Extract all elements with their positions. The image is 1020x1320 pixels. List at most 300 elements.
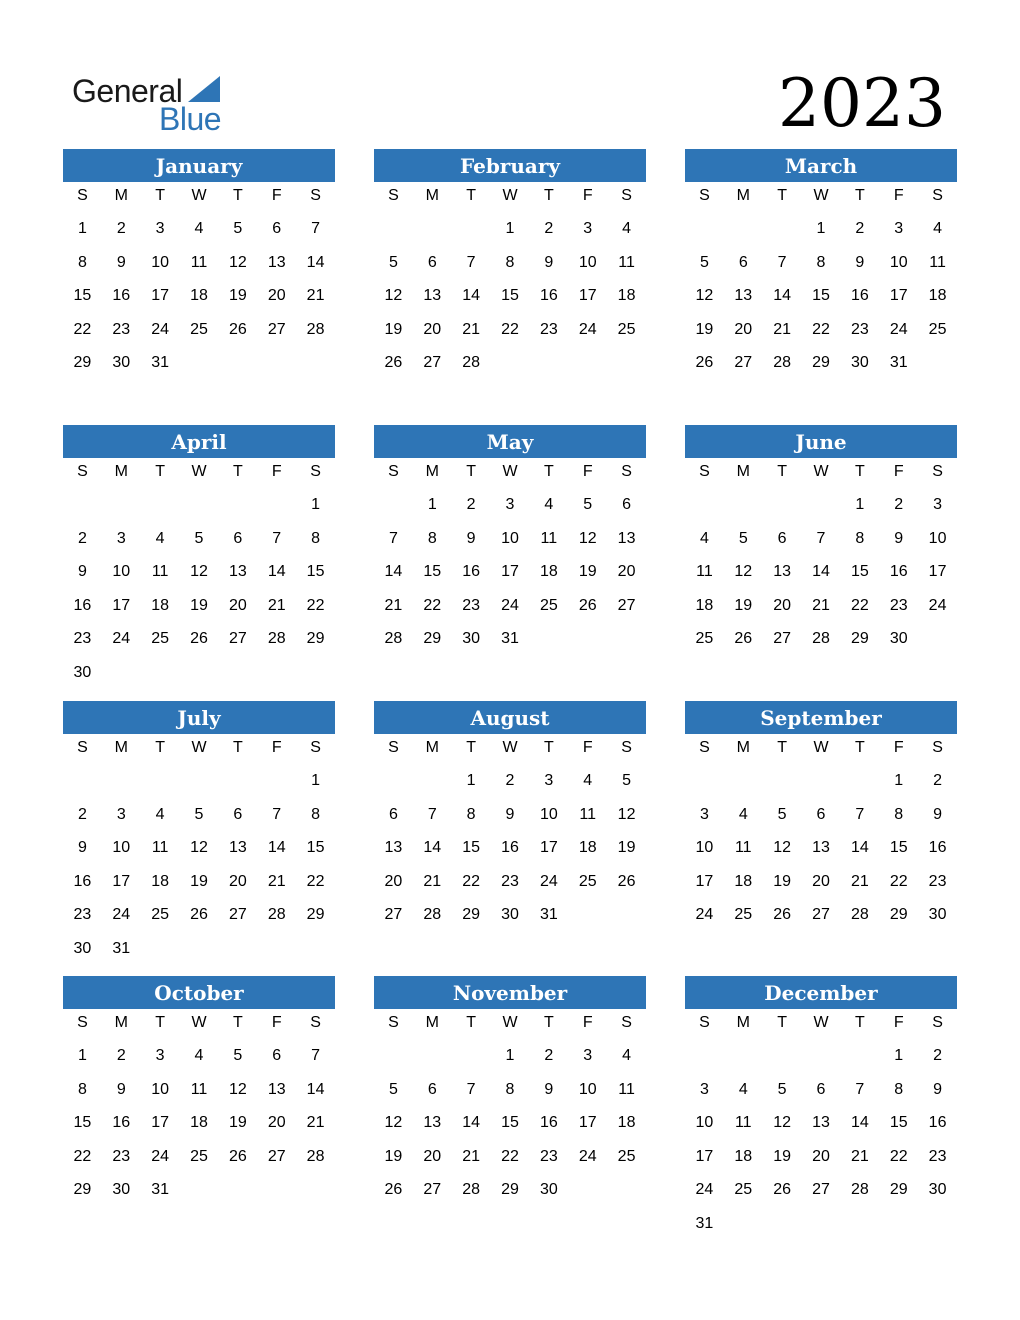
weekday-header: S [932, 187, 943, 204]
day-cell: 14 [306, 1080, 325, 1098]
day-cell: 26 [384, 354, 403, 372]
day-cell: 29 [889, 906, 908, 924]
weekday-header: T [777, 739, 788, 756]
empty-day-cell [685, 764, 724, 798]
day-cell: 25 [539, 596, 558, 614]
month-july [63, 701, 335, 966]
month-title: February [374, 149, 646, 182]
day-cell: 17 [539, 839, 558, 857]
weekday-header: S [621, 187, 632, 204]
day-cell: 9 [933, 805, 943, 823]
empty-day-cell [374, 1039, 413, 1073]
day-cell: 29 [306, 906, 325, 924]
day-cell: 24 [578, 320, 597, 338]
empty-day-cell [724, 764, 763, 798]
empty-day-cell [724, 1039, 763, 1073]
empty-day-cell [763, 764, 802, 798]
day-cell: 25 [734, 1181, 753, 1199]
weekday-header: M [425, 1014, 439, 1031]
day-cell: 3 [544, 772, 554, 789]
day-cell: 21 [850, 872, 869, 890]
day-cell: 7 [427, 805, 437, 823]
day-cell: 25 [617, 320, 636, 338]
weekday-header: T [777, 187, 788, 204]
day-cell: 9 [544, 1080, 554, 1098]
day-cell: 19 [384, 1147, 403, 1165]
day-cell: 28 [267, 906, 286, 924]
day-cell: 2 [77, 529, 87, 547]
day-cell: 8 [505, 253, 515, 271]
day-cell: 18 [539, 563, 558, 581]
month-october [63, 976, 335, 1207]
month-grid [63, 1009, 335, 1207]
day-cell: 3 [699, 805, 709, 823]
weekday-header: T [777, 463, 788, 480]
day-cell: 1 [505, 1047, 515, 1064]
day-cell: 2 [505, 772, 515, 789]
weekday-header: M [114, 463, 128, 480]
day-cell: 11 [929, 253, 946, 271]
day-cell: 11 [618, 1080, 635, 1098]
logo-text-general: General [72, 73, 183, 109]
day-cell: 14 [462, 1114, 481, 1132]
day-cell: 22 [501, 1147, 519, 1165]
weekday-header: S [77, 187, 88, 204]
weekday-header: F [271, 187, 282, 204]
day-cell: 11 [151, 563, 169, 581]
weekday-header: S [699, 187, 710, 204]
month-january [63, 149, 335, 380]
day-cell: 12 [384, 1114, 403, 1132]
weekday-header: S [621, 463, 632, 480]
day-cell: 9 [894, 529, 904, 547]
weekday-header: W [813, 463, 829, 480]
weekday-header: T [854, 463, 865, 480]
empty-day-cell [141, 764, 180, 798]
day-cell: 1 [855, 496, 865, 513]
month-grid [63, 182, 335, 380]
month-august [374, 701, 646, 932]
day-cell: 7 [272, 805, 282, 823]
empty-day-cell [413, 1039, 452, 1073]
day-cell: 1 [311, 772, 321, 789]
day-cell: 15 [73, 1114, 92, 1132]
day-cell: 28 [306, 1147, 325, 1165]
day-cell: 14 [267, 839, 286, 857]
day-cell: 30 [889, 630, 908, 648]
weekday-header: T [232, 739, 243, 756]
day-cell: 3 [155, 1047, 165, 1064]
day-cell: 30 [112, 1181, 131, 1199]
weekday-header: S [932, 739, 943, 756]
day-cell: 2 [933, 772, 943, 789]
day-cell: 12 [228, 1080, 247, 1098]
day-cell: 27 [617, 596, 636, 614]
empty-day-cell [763, 1039, 802, 1073]
day-cell: 8 [466, 805, 476, 823]
day-cell: 19 [773, 872, 792, 890]
day-cell: 27 [423, 354, 442, 372]
day-cell: 1 [894, 1047, 904, 1064]
day-cell: 3 [894, 220, 904, 237]
day-cell: 23 [539, 1147, 558, 1165]
day-cell: 15 [850, 563, 869, 581]
day-cell: 10 [112, 563, 131, 581]
day-cell: 4 [933, 220, 943, 237]
empty-day-cell [374, 212, 413, 246]
day-cell: 8 [77, 253, 87, 271]
empty-day-cell [180, 764, 219, 798]
weekday-header: W [813, 1014, 829, 1031]
empty-day-cell [413, 212, 452, 246]
day-cell: 18 [928, 287, 947, 305]
day-cell: 16 [73, 872, 92, 890]
day-cell: 28 [306, 320, 325, 338]
month-grid [685, 1009, 957, 1241]
day-cell: 14 [850, 1114, 869, 1132]
weekday-header: T [777, 1014, 788, 1031]
empty-day-cell [180, 488, 219, 522]
day-cell: 13 [812, 1114, 830, 1132]
day-cell: 9 [855, 253, 865, 271]
day-cell: 24 [151, 1147, 170, 1165]
day-cell: 18 [617, 287, 636, 305]
day-cell: 11 [190, 253, 208, 271]
day-cell: 24 [695, 1181, 714, 1199]
month-title: October [63, 976, 335, 1009]
day-cell: 12 [190, 839, 208, 857]
day-cell: 27 [384, 906, 403, 924]
day-cell: 7 [466, 1080, 476, 1098]
day-cell: 8 [77, 1080, 87, 1098]
empty-day-cell [218, 488, 257, 522]
weekday-header: F [582, 1014, 593, 1031]
month-march [685, 149, 957, 380]
day-cell: 24 [889, 320, 908, 338]
day-cell: 30 [73, 939, 92, 957]
day-cell: 19 [190, 596, 208, 614]
day-cell: 9 [505, 805, 515, 823]
month-grid [374, 734, 646, 932]
weekday-header: T [466, 463, 477, 480]
weekday-header: S [388, 739, 399, 756]
weekday-header: F [893, 739, 904, 756]
weekday-header: W [191, 187, 207, 204]
day-cell: 16 [112, 287, 131, 305]
day-cell: 6 [427, 1080, 437, 1098]
day-cell: 2 [894, 496, 904, 513]
day-cell: 16 [928, 1114, 947, 1132]
day-cell: 9 [544, 253, 554, 271]
day-cell: 7 [388, 529, 398, 547]
day-cell: 19 [190, 872, 208, 890]
day-cell: 1 [311, 496, 321, 513]
weekday-header: S [310, 739, 321, 756]
day-cell: 17 [151, 287, 170, 305]
day-cell: 11 [190, 1080, 208, 1098]
day-cell: 17 [889, 287, 908, 305]
day-cell: 1 [466, 772, 476, 789]
weekday-header: S [932, 1014, 943, 1031]
day-cell: 18 [151, 596, 170, 614]
weekday-header: F [893, 1014, 904, 1031]
month-grid [374, 182, 646, 380]
day-cell: 7 [311, 220, 321, 237]
empty-day-cell [141, 488, 180, 522]
day-cell: 6 [738, 253, 748, 271]
weekday-header: S [77, 739, 88, 756]
weekday-header: S [699, 739, 710, 756]
day-cell: 22 [812, 320, 830, 338]
day-cell: 17 [112, 596, 131, 614]
day-cell: 17 [578, 287, 597, 305]
day-cell: 10 [695, 839, 714, 857]
day-cell: 13 [812, 839, 830, 857]
day-cell: 29 [889, 1181, 908, 1199]
day-cell: 14 [462, 287, 481, 305]
day-cell: 31 [151, 354, 170, 372]
day-cell: 23 [73, 906, 92, 924]
day-cell: 4 [155, 805, 165, 823]
weekday-header: M [425, 463, 439, 480]
general-blue-logo [72, 74, 232, 138]
day-cell: 31 [151, 1181, 170, 1199]
weekday-header: T [155, 1014, 166, 1031]
weekday-header: F [893, 187, 904, 204]
day-cell: 19 [773, 1147, 792, 1165]
weekday-header: T [232, 187, 243, 204]
day-cell: 16 [539, 1114, 558, 1132]
day-cell: 16 [73, 596, 92, 614]
month-may [374, 425, 646, 656]
day-cell: 31 [501, 630, 519, 648]
day-cell: 13 [267, 1080, 286, 1098]
weekday-header: M [114, 739, 128, 756]
month-title: May [374, 425, 646, 458]
day-cell: 29 [501, 1181, 519, 1199]
day-cell: 15 [889, 839, 908, 857]
day-cell: 3 [116, 529, 126, 547]
day-cell: 15 [812, 287, 830, 305]
day-cell: 25 [578, 872, 597, 890]
day-cell: 10 [578, 253, 597, 271]
empty-day-cell [802, 488, 841, 522]
day-cell: 29 [423, 630, 442, 648]
day-cell: 26 [384, 1181, 403, 1199]
day-cell: 8 [894, 805, 904, 823]
calendar-year: 2023 [778, 65, 946, 142]
weekday-header: S [388, 187, 399, 204]
weekday-header: S [388, 463, 399, 480]
day-cell: 19 [734, 596, 753, 614]
day-cell: 18 [734, 1147, 753, 1165]
empty-day-cell [840, 1039, 879, 1073]
day-cell: 23 [850, 320, 869, 338]
weekday-header: W [813, 739, 829, 756]
empty-day-cell [685, 212, 724, 246]
day-cell: 14 [384, 563, 403, 581]
day-cell: 31 [539, 906, 558, 924]
day-cell: 28 [812, 630, 830, 648]
day-cell: 8 [816, 253, 826, 271]
day-cell: 5 [233, 1047, 243, 1064]
weekday-header: T [543, 1014, 554, 1031]
day-cell: 3 [933, 496, 943, 513]
day-cell: 20 [228, 872, 247, 890]
day-cell: 25 [151, 630, 170, 648]
day-cell: 16 [112, 1114, 131, 1132]
empty-day-cell [840, 764, 879, 798]
day-cell: 21 [267, 596, 286, 614]
day-cell: 10 [889, 253, 908, 271]
logo-triangle-icon [188, 76, 220, 102]
month-april [63, 425, 335, 690]
day-cell: 19 [228, 287, 247, 305]
weekday-header: M [425, 739, 439, 756]
weekday-header: F [271, 1014, 282, 1031]
day-cell: 18 [190, 287, 208, 305]
weekday-header: F [582, 187, 593, 204]
day-cell: 15 [306, 563, 325, 581]
day-cell: 5 [738, 529, 748, 547]
day-cell: 7 [311, 1047, 321, 1064]
day-cell: 16 [539, 287, 558, 305]
day-cell: 9 [77, 839, 87, 857]
day-cell: 10 [539, 805, 558, 823]
day-cell: 20 [773, 596, 792, 614]
weekday-header: T [854, 187, 865, 204]
day-cell: 31 [112, 939, 131, 957]
day-cell: 22 [889, 872, 908, 890]
day-cell: 6 [777, 529, 787, 547]
day-cell: 4 [622, 1047, 632, 1064]
day-cell: 18 [578, 839, 597, 857]
day-cell: 22 [306, 872, 325, 890]
day-cell: 26 [190, 630, 208, 648]
month-title: December [685, 976, 957, 1009]
day-cell: 24 [501, 596, 519, 614]
day-cell: 14 [423, 839, 442, 857]
day-cell: 11 [734, 1114, 752, 1132]
empty-day-cell [802, 764, 841, 798]
day-cell: 4 [738, 1080, 748, 1098]
day-cell: 22 [462, 872, 481, 890]
weekday-header: T [232, 1014, 243, 1031]
day-cell: 20 [812, 1147, 830, 1165]
day-cell: 5 [583, 496, 593, 513]
day-cell: 8 [505, 1080, 515, 1098]
weekday-header: S [699, 463, 710, 480]
day-cell: 24 [578, 1147, 597, 1165]
empty-day-cell [802, 1039, 841, 1073]
day-cell: 17 [695, 1147, 714, 1165]
weekday-header: M [114, 187, 128, 204]
day-cell: 20 [734, 320, 753, 338]
empty-day-cell [257, 488, 296, 522]
day-cell: 23 [889, 596, 908, 614]
day-cell: 5 [388, 253, 398, 271]
empty-day-cell [218, 764, 257, 798]
weekday-header: W [502, 463, 518, 480]
day-cell: 27 [812, 906, 830, 924]
day-cell: 22 [73, 1147, 92, 1165]
weekday-header: F [893, 463, 904, 480]
day-cell: 12 [228, 253, 247, 271]
day-cell: 23 [928, 1147, 947, 1165]
day-cell: 30 [928, 906, 947, 924]
day-cell: 28 [773, 354, 792, 372]
day-cell: 23 [539, 320, 558, 338]
empty-day-cell [63, 764, 102, 798]
day-cell: 10 [695, 1114, 714, 1132]
weekday-header: S [388, 1014, 399, 1031]
day-cell: 2 [116, 220, 126, 237]
day-cell: 18 [617, 1114, 636, 1132]
day-cell: 9 [466, 529, 476, 547]
day-cell: 11 [151, 839, 169, 857]
month-title: July [63, 701, 335, 734]
day-cell: 29 [73, 1181, 92, 1199]
month-december [685, 976, 957, 1241]
day-cell: 2 [116, 1047, 126, 1064]
day-cell: 30 [539, 1181, 558, 1199]
day-cell: 22 [850, 596, 869, 614]
weekday-header: W [191, 739, 207, 756]
weekday-header: S [621, 739, 632, 756]
day-cell: 24 [112, 906, 131, 924]
weekday-header: W [502, 1014, 518, 1031]
day-cell: 26 [617, 872, 636, 890]
day-cell: 21 [812, 596, 830, 614]
month-grid [374, 1009, 646, 1207]
day-cell: 13 [617, 529, 636, 547]
weekday-header: F [271, 739, 282, 756]
day-cell: 5 [194, 805, 204, 823]
empty-day-cell [413, 764, 452, 798]
day-cell: 5 [388, 1080, 398, 1098]
day-cell: 22 [306, 596, 325, 614]
day-cell: 8 [894, 1080, 904, 1098]
day-cell: 26 [773, 906, 792, 924]
month-title: April [63, 425, 335, 458]
day-cell: 15 [306, 839, 325, 857]
month-september [685, 701, 957, 932]
day-cell: 25 [190, 320, 208, 338]
day-cell: 12 [578, 529, 597, 547]
day-cell: 19 [578, 563, 597, 581]
day-cell: 3 [583, 220, 593, 237]
day-cell: 30 [928, 1181, 947, 1199]
day-cell: 12 [773, 839, 792, 857]
day-cell: 4 [583, 772, 593, 789]
weekday-header: T [466, 739, 477, 756]
day-cell: 5 [777, 1080, 787, 1098]
day-cell: 29 [812, 354, 830, 372]
weekday-header: T [155, 187, 166, 204]
day-cell: 2 [933, 1047, 943, 1064]
empty-day-cell [452, 212, 491, 246]
day-cell: 27 [267, 320, 286, 338]
day-cell: 14 [306, 253, 325, 271]
empty-day-cell [763, 488, 802, 522]
month-november [374, 976, 646, 1207]
day-cell: 1 [894, 772, 904, 789]
day-cell: 21 [306, 1114, 325, 1132]
day-cell: 1 [505, 220, 515, 237]
day-cell: 19 [228, 1114, 247, 1132]
day-cell: 16 [850, 287, 869, 305]
weekday-header: W [502, 739, 518, 756]
